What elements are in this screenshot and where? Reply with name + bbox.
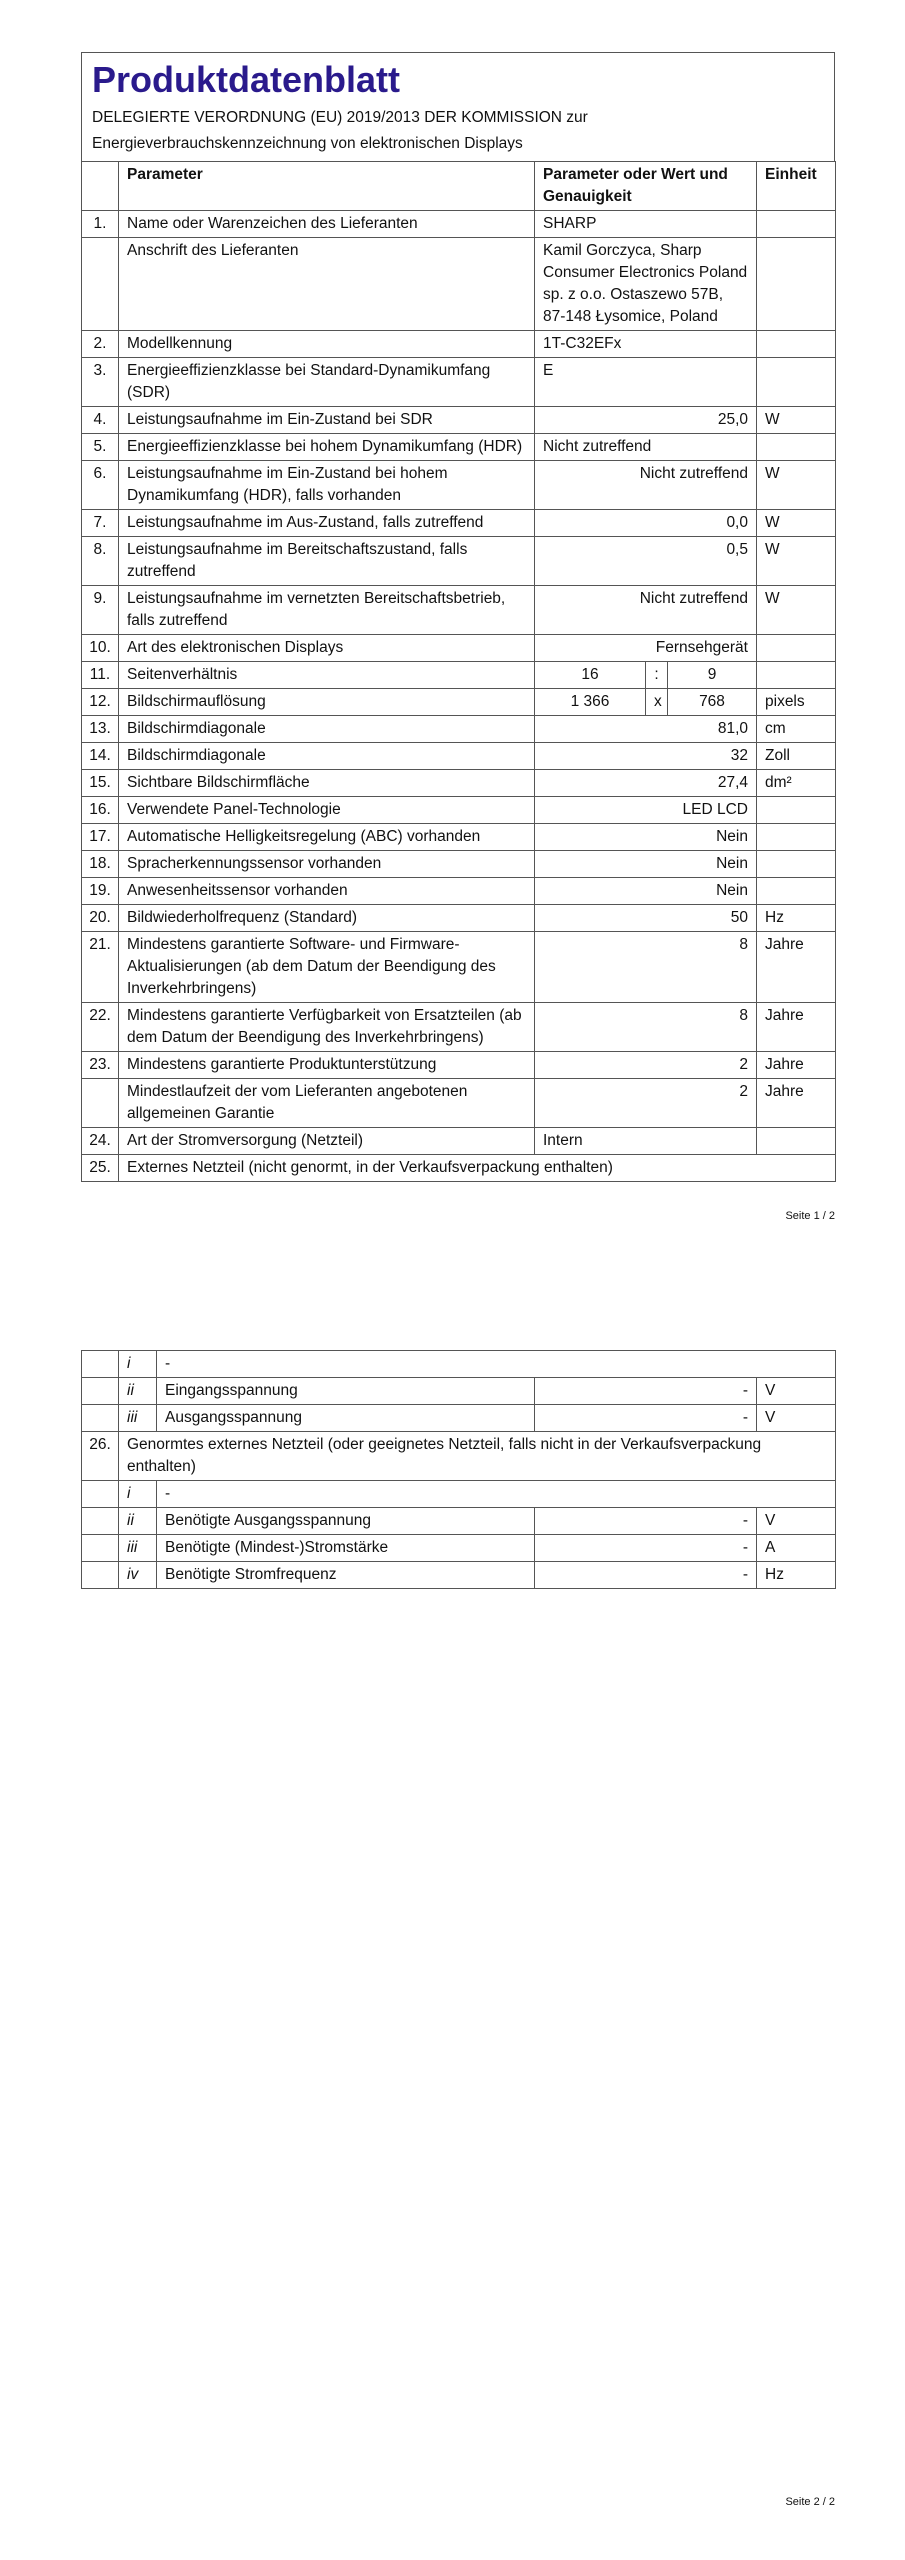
row-number	[82, 238, 119, 331]
table-row	[82, 510, 836, 537]
row-sub-index: iv	[119, 1562, 157, 1589]
table-row	[82, 1508, 836, 1535]
table-row	[82, 358, 836, 407]
row-number: 11.	[82, 662, 119, 689]
row-unit: dm²	[757, 770, 836, 797]
page-2	[0, 1280, 905, 2560]
row-number: 5.	[82, 434, 119, 461]
row-number: 9.	[82, 586, 119, 635]
row-unit: W	[757, 510, 836, 537]
row-number: 8.	[82, 537, 119, 586]
row-number: 13.	[82, 716, 119, 743]
row-value: Nein	[535, 824, 757, 851]
row-label: Leistungsaufnahme im vernetzten Bereitschaftsbetrieb, falls zutreffend	[119, 586, 535, 635]
table-row	[82, 689, 836, 716]
row-number: 4.	[82, 407, 119, 434]
table-row	[82, 797, 836, 824]
row-unit	[757, 1128, 836, 1155]
row-label: Anschrift des Lieferanten	[119, 238, 535, 331]
row-label: Leistungsaufnahme im Ein-Zustand bei SDR	[119, 407, 535, 434]
row-number: 23.	[82, 1052, 119, 1079]
row-number	[82, 1535, 119, 1562]
row-label: Anwesenheitssensor vorhanden	[119, 878, 535, 905]
row-label: Benötigte Ausgangsspannung	[157, 1508, 535, 1535]
row-label: Leistungsaufnahme im Ein-Zustand bei hohem Dynamikumfang (HDR), falls vorhanden	[119, 461, 535, 510]
row-value: 2	[535, 1079, 757, 1128]
table-row	[82, 851, 836, 878]
row-unit	[757, 878, 836, 905]
row-unit	[757, 238, 836, 331]
row-sub-index: iii	[119, 1535, 157, 1562]
row-number: 15.	[82, 770, 119, 797]
row-value: 27,4	[535, 770, 757, 797]
row-number: 19.	[82, 878, 119, 905]
table-row	[82, 824, 836, 851]
table-row	[82, 1155, 836, 1182]
row-unit: Hz	[757, 1562, 836, 1589]
table-row	[82, 662, 836, 689]
table-header-parameter: Parameter	[119, 162, 535, 211]
row-unit: W	[757, 461, 836, 510]
row-value: 81,0	[535, 716, 757, 743]
table-row	[82, 932, 836, 1003]
table-row	[82, 743, 836, 770]
row-value: 0,5	[535, 537, 757, 586]
row-number: 26.	[82, 1432, 119, 1481]
row-number: 3.	[82, 358, 119, 407]
table-row	[82, 1003, 836, 1052]
row-unit: pixels	[757, 689, 836, 716]
row-number	[82, 1378, 119, 1405]
table-row	[82, 1562, 836, 1589]
row-label: Verwendete Panel-Technologie	[119, 797, 535, 824]
table-row	[82, 1052, 836, 1079]
row-number	[82, 1405, 119, 1432]
row-unit: W	[757, 407, 836, 434]
row-label: Leistungsaufnahme im Bereitschaftszustand, falls zutreffend	[119, 537, 535, 586]
table-row	[82, 434, 836, 461]
row-number: 24.	[82, 1128, 119, 1155]
row-unit	[757, 635, 836, 662]
datasheet-continued	[81, 1350, 835, 1589]
row-number: 18.	[82, 851, 119, 878]
row-sub-index: ii	[119, 1378, 157, 1405]
row-value-separator: :	[646, 662, 668, 689]
row-value: Fernsehgerät	[535, 635, 757, 662]
parameter-table-continued	[81, 1350, 836, 1589]
table-row	[82, 211, 836, 238]
row-number: 20.	[82, 905, 119, 932]
row-value: Nicht zutreffend	[535, 461, 757, 510]
row-value: 0,0	[535, 510, 757, 537]
row-value-left: 1 366	[535, 689, 646, 716]
row-label: Name oder Warenzeichen des Lieferanten	[119, 211, 535, 238]
row-unit: V	[757, 1378, 836, 1405]
row-value: 1T-C32EFx	[535, 331, 757, 358]
row-unit: Jahre	[757, 1003, 836, 1052]
row-value-separator: x	[646, 689, 668, 716]
row-value: -	[535, 1405, 757, 1432]
row-unit	[757, 434, 836, 461]
row-label: Bildschirmdiagonale	[119, 743, 535, 770]
row-label: Art der Stromversorgung (Netzteil)	[119, 1128, 535, 1155]
table-header-num	[82, 162, 119, 211]
row-value: -	[535, 1378, 757, 1405]
row-unit	[757, 797, 836, 824]
row-unit	[757, 358, 836, 407]
row-label: Eingangsspannung	[157, 1378, 535, 1405]
subtitle-line-1: DELEGIERTE VERORDNUNG (EU) 2019/2013 DER KOMMISSION zur	[92, 109, 588, 126]
row-label: Leistungsaufnahme im Aus-Zustand, falls zutreffend	[119, 510, 535, 537]
row-number: 1.	[82, 211, 119, 238]
row-unit	[757, 662, 836, 689]
row-value: Nein	[535, 878, 757, 905]
row-value: 32	[535, 743, 757, 770]
row-number: 16.	[82, 797, 119, 824]
datasheet	[81, 52, 835, 1182]
row-value-right: 9	[668, 662, 757, 689]
row-value: 50	[535, 905, 757, 932]
row-label: Mindestens garantierte Software- und Firmware-Aktualisierungen (ab dem Datum der Beendigung des Inverkehrbringens)	[119, 932, 535, 1003]
row-value: 8	[535, 1003, 757, 1052]
parameter-table	[81, 161, 836, 1182]
row-label: Energieeffizienzklasse bei Standard-Dynamikumfang (SDR)	[119, 358, 535, 407]
row-label: Spracherkennungssensor vorhanden	[119, 851, 535, 878]
row-value: -	[535, 1562, 757, 1589]
row-value: Nicht zutreffend	[535, 586, 757, 635]
row-label: Benötigte (Mindest-)Stromstärke	[157, 1535, 535, 1562]
header	[81, 52, 835, 161]
row-unit: W	[757, 586, 836, 635]
row-number: 10.	[82, 635, 119, 662]
row-sub-index: i	[119, 1351, 157, 1378]
row-number: 12.	[82, 689, 119, 716]
row-unit: V	[757, 1405, 836, 1432]
row-value: -	[535, 1535, 757, 1562]
table-row	[82, 878, 836, 905]
row-value: 8	[535, 932, 757, 1003]
row-number: 14.	[82, 743, 119, 770]
page-title: Produktdatenblatt	[92, 59, 401, 100]
row-value: LED LCD	[535, 797, 757, 824]
table-row	[82, 635, 836, 662]
row-value: Intern	[535, 1128, 757, 1155]
row-label: Energieeffizienzklasse bei hohem Dynamikumfang (HDR)	[119, 434, 535, 461]
row-label: Ausgangsspannung	[157, 1405, 535, 1432]
table-row	[82, 586, 836, 635]
row-value-right: 768	[668, 689, 757, 716]
table-row	[82, 1481, 836, 1508]
row-label: Bildschirmdiagonale	[119, 716, 535, 743]
row-label: Mindestens garantierte Produktunterstützung	[119, 1052, 535, 1079]
row-value: -	[535, 1508, 757, 1535]
table-row	[82, 1378, 836, 1405]
row-sub-index: iii	[119, 1405, 157, 1432]
row-unit: Jahre	[757, 1079, 836, 1128]
table-row	[82, 331, 836, 358]
row-unit: cm	[757, 716, 836, 743]
table-row	[82, 716, 836, 743]
row-unit	[757, 824, 836, 851]
table-row	[82, 461, 836, 510]
row-label: Seitenverhältnis	[119, 662, 535, 689]
row-label: Art des elektronischen Displays	[119, 635, 535, 662]
row-label: Genormtes externes Netzteil (oder geeignetes Netzteil, falls nicht in der Verkaufsverpackung enthalten)	[119, 1432, 836, 1481]
row-value: E	[535, 358, 757, 407]
table-row	[82, 770, 836, 797]
row-label: Externes Netzteil (nicht genormt, in der Verkaufsverpackung enthalten)	[119, 1155, 836, 1182]
page-footer: Seite 1 / 2	[785, 1210, 835, 1222]
row-number	[82, 1481, 119, 1508]
row-number: 6.	[82, 461, 119, 510]
row-number: 25.	[82, 1155, 119, 1182]
row-label: Bildwiederholfrequenz (Standard)	[119, 905, 535, 932]
row-unit	[757, 331, 836, 358]
row-value: 2	[535, 1052, 757, 1079]
row-number: 22.	[82, 1003, 119, 1052]
row-number: 17.	[82, 824, 119, 851]
row-unit	[757, 211, 836, 238]
table-row	[82, 1405, 836, 1432]
row-unit: Jahre	[757, 932, 836, 1003]
table-row	[82, 407, 836, 434]
table-row	[82, 1128, 836, 1155]
row-label: -	[157, 1481, 836, 1508]
row-number	[82, 1508, 119, 1535]
table-row	[82, 1432, 836, 1481]
row-label: Benötigte Stromfrequenz	[157, 1562, 535, 1589]
row-number	[82, 1079, 119, 1128]
row-value: Kamil Gorczyca, Sharp Consumer Electronics Poland sp. z o.o. Ostaszewo 57B, 87-148 Łysomice, Poland	[535, 238, 757, 331]
row-unit: V	[757, 1508, 836, 1535]
row-number: 2.	[82, 331, 119, 358]
row-label: -	[157, 1351, 836, 1378]
row-value-left: 16	[535, 662, 646, 689]
row-sub-index: i	[119, 1481, 157, 1508]
row-number	[82, 1351, 119, 1378]
row-unit: Zoll	[757, 743, 836, 770]
table-row	[82, 1079, 836, 1128]
row-number: 7.	[82, 510, 119, 537]
table-header-value: Parameter oder Wert und Genauigkeit	[535, 162, 757, 211]
subtitle-line-2: Energieverbrauchskennzeichnung von elektronischen Displays	[92, 135, 523, 152]
table-header-unit: Einheit	[757, 162, 836, 211]
row-unit: W	[757, 537, 836, 586]
row-value: Nein	[535, 851, 757, 878]
row-value: 25,0	[535, 407, 757, 434]
row-label: Mindestlaufzeit der vom Lieferanten angebotenen allgemeinen Garantie	[119, 1079, 535, 1128]
row-sub-index: ii	[119, 1508, 157, 1535]
row-label: Modellkennung	[119, 331, 535, 358]
row-value: Nicht zutreffend	[535, 434, 757, 461]
table-header-row	[82, 162, 836, 211]
table-row	[82, 905, 836, 932]
table-row	[82, 1351, 836, 1378]
page-footer: Seite 2 / 2	[785, 2496, 835, 2508]
table-row	[82, 238, 836, 331]
row-unit	[757, 851, 836, 878]
row-value: SHARP	[535, 211, 757, 238]
row-label: Automatische Helligkeitsregelung (ABC) vorhanden	[119, 824, 535, 851]
table-row	[82, 537, 836, 586]
row-number: 21.	[82, 932, 119, 1003]
row-unit: Jahre	[757, 1052, 836, 1079]
table-row	[82, 1535, 836, 1562]
row-unit: Hz	[757, 905, 836, 932]
row-unit: A	[757, 1535, 836, 1562]
row-label: Sichtbare Bildschirmfläche	[119, 770, 535, 797]
row-label: Mindestens garantierte Verfügbarkeit von Ersatzteilen (ab dem Datum der Beendigung des Inverkehrbringens)	[119, 1003, 535, 1052]
row-number	[82, 1562, 119, 1589]
row-label: Bildschirmauflösung	[119, 689, 535, 716]
